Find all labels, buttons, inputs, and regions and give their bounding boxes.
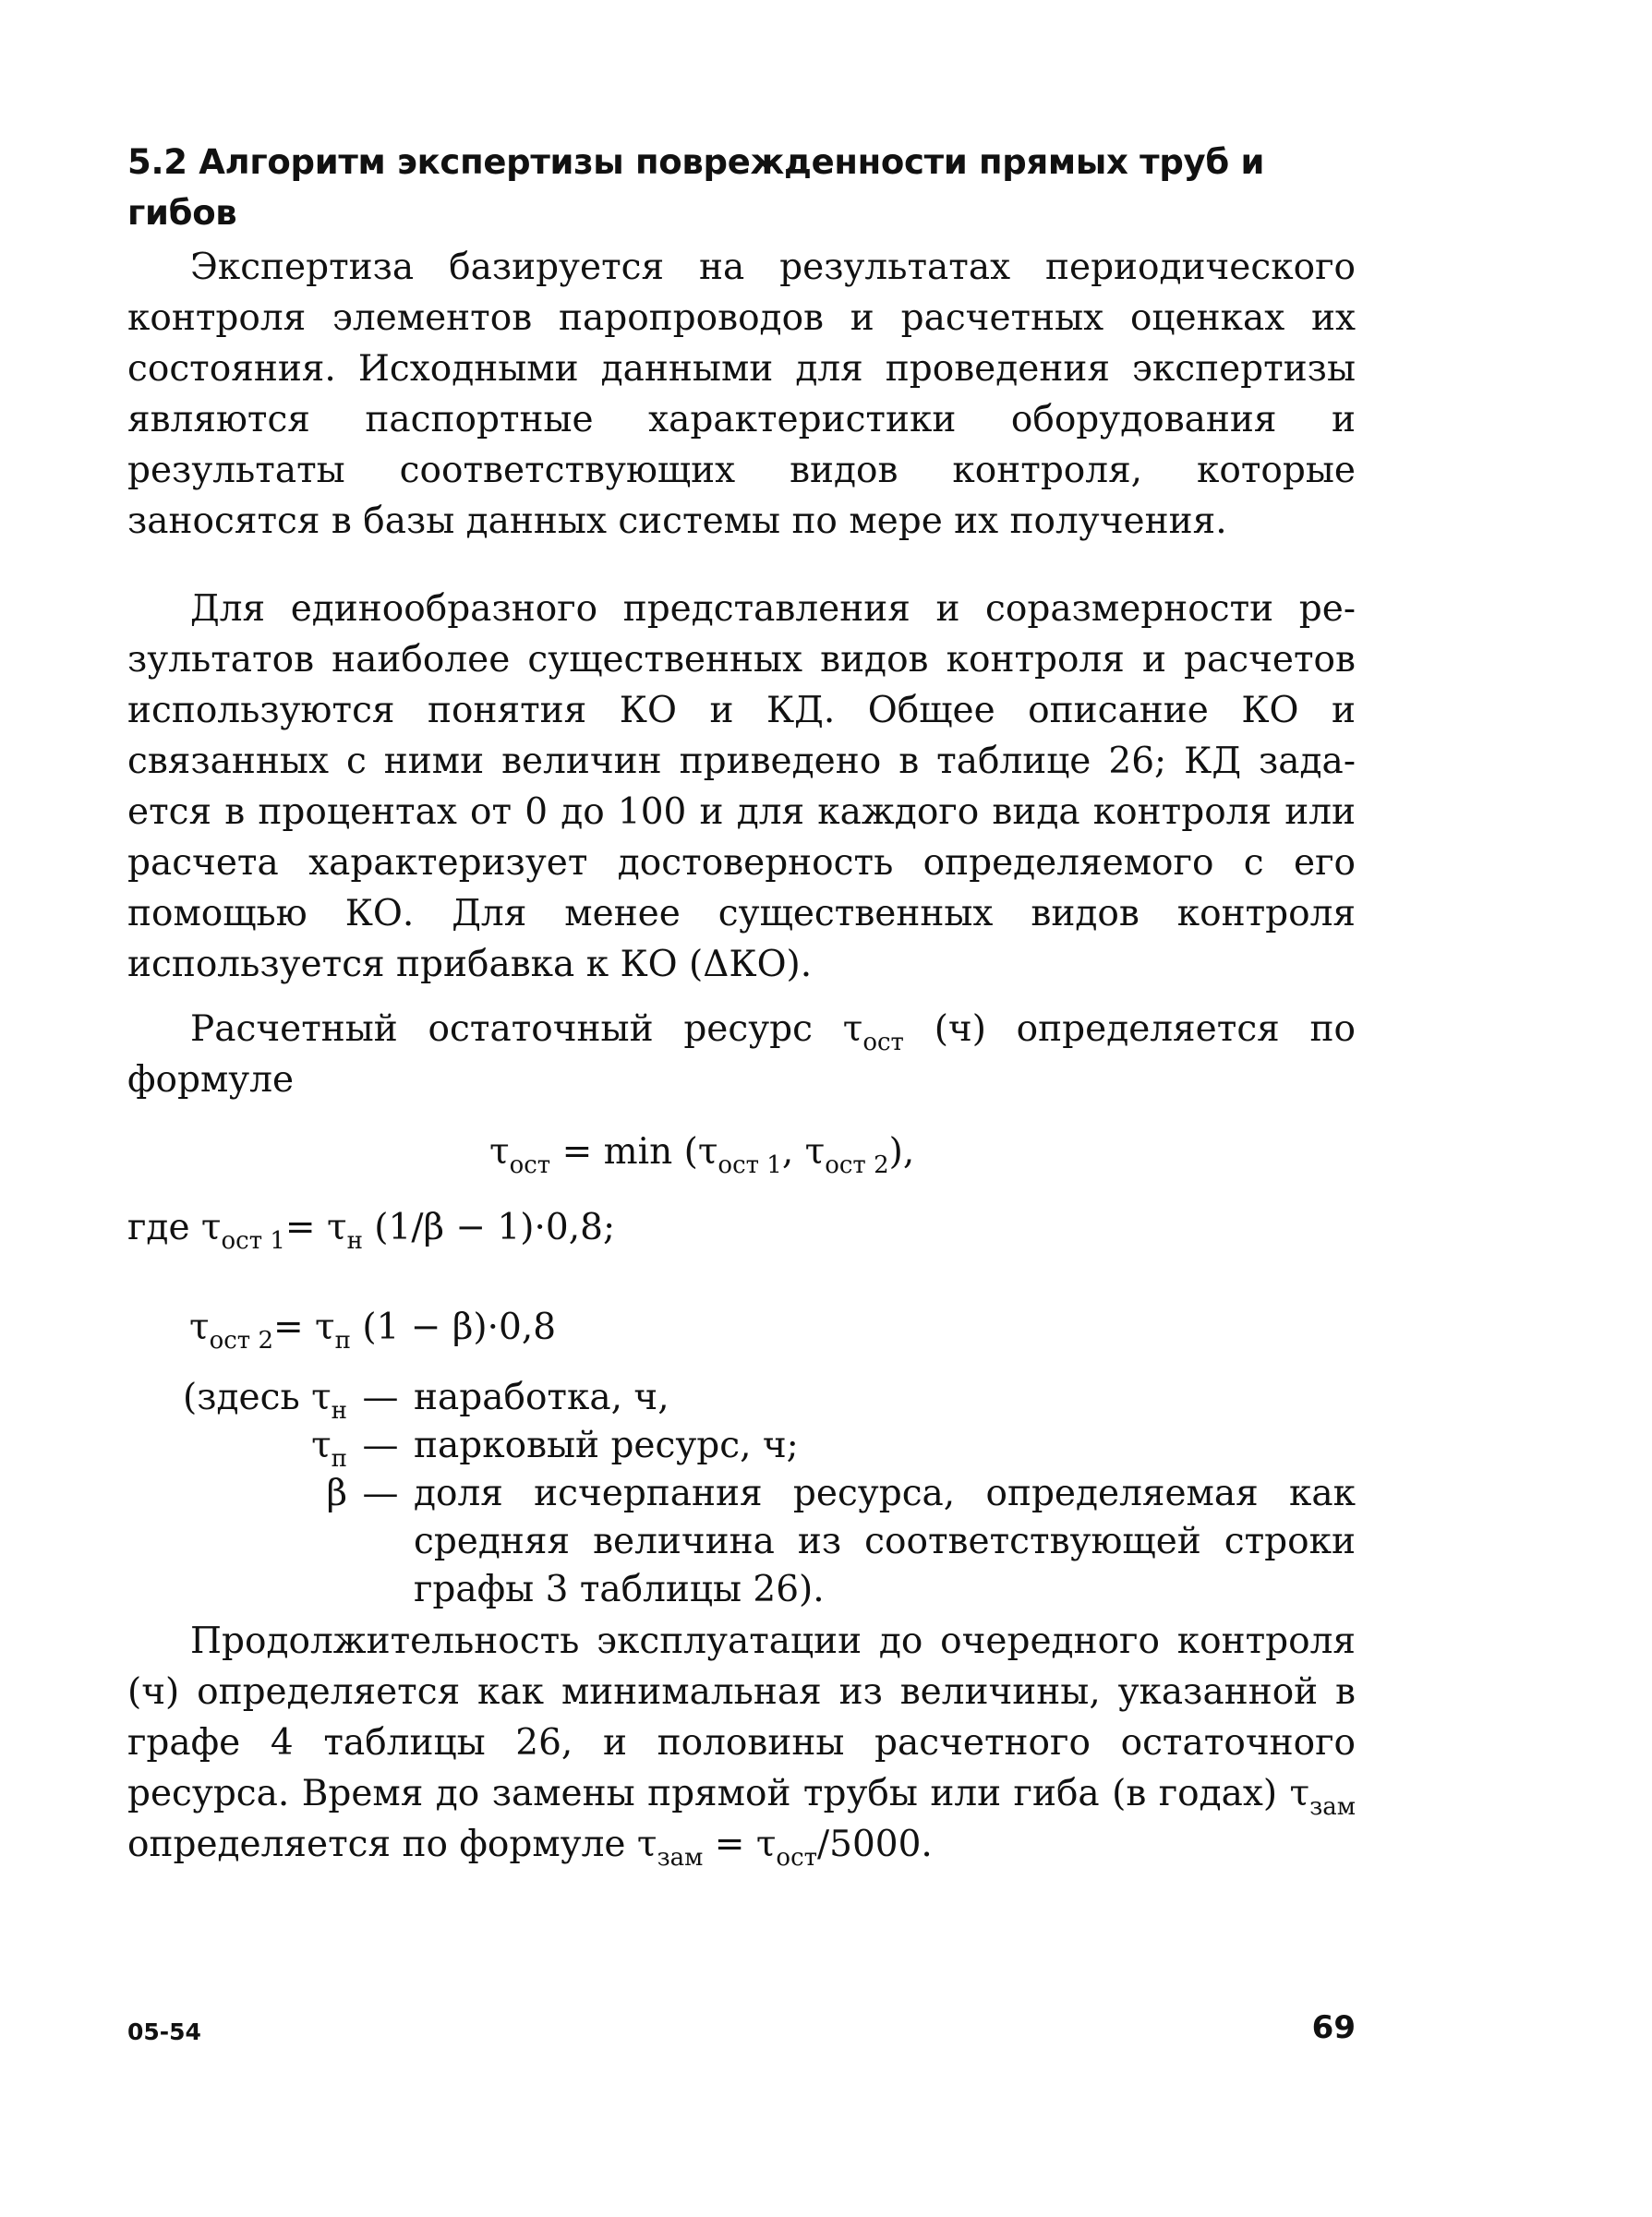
variable-legend bbox=[127, 1374, 1356, 1614]
paragraph-2 bbox=[127, 584, 1356, 990]
footer-code: 05-54 bbox=[127, 2018, 201, 2045]
legend-item: β — доля исчерпания ресурса, определяемая как средняя величина из соответствующей строки графы 3 таблицы 26). bbox=[326, 1473, 1356, 1610]
section-title: 5.2 Алгоритм экспертизы поврежденности прямых труб и гибов bbox=[127, 142, 1265, 233]
paragraph-1 bbox=[127, 242, 1356, 547]
paragraph-4: Продолжительность эксплуатации до очередного контроля (ч) определяется как минимальная из величины, указанной в графе 4 таблицы 26, и половины расчетного остаточного ресурса. Время до замены прямой трубы или гиба (в годах) $\tau_{зам}$ определяется по формуле $\tau_{зам} = \tau_{ост}/5000$. bbox=[127, 1621, 1356, 1872]
formula-tau-2: $\tau_{ост 2}= \tau_п$ (1 − β)·0,8 bbox=[189, 1307, 557, 1355]
paragraph-3 bbox=[127, 1004, 1356, 1105]
paragraph-text: Продолжительность эксплуатации до очередного контроля (ч) определяется как минимальная из величины, указанной в графе 4 таблицы 26, и половины расчетного остаточного ресурса. Время до замены прямой трубы или гиба (в годах) τ bbox=[127, 1621, 1356, 1814]
page-number: 69 bbox=[1311, 2009, 1356, 2046]
legend-item: (здесь $\tau_н$ — наработка, ч, bbox=[183, 1377, 669, 1425]
paragraph-text: Для единообразного представления и соразмерности результатов наиболее существенных видов контроля и расчетов используются понятия КО и КД. Общее описание КО и связанных с ними величин приведено в таблице 26; КД задается в процентах от 0 до 100 и для каждого вида контроля или расчета характеризует достоверность определяемого с его помощью КО. Для менее существенных видов контроля используется прибавка к КО (ΔКО). bbox=[127, 588, 1356, 985]
paragraph-text: Экспертиза базируется на результатах периодического контроля элементов паропроводов и расчетных оценках их состояния. Исходными данными для проведения экспертизы являются паспортные характеристики оборудования и результаты соответствующих видов контроля, которые заносятся в базы данных системы по мере их получения. bbox=[127, 247, 1356, 542]
paragraph-text: (ч) определяется по формуле bbox=[127, 1008, 1356, 1101]
legend-item: $\tau_п$ — парковый ресурс, ч; bbox=[311, 1425, 799, 1473]
formula-tau-1: где $\tau_{ост 1}= \tau_н$ (1/β − 1)·0,8; bbox=[127, 1207, 616, 1255]
paragraph-text: Расчетный остаточный ресурс τ bbox=[190, 1008, 863, 1050]
formula-main: $\tau_{ост} = \min (\tau_{ост 1}$, $\tau_{ост 2}$), bbox=[489, 1131, 915, 1179]
subscript: ост bbox=[862, 1029, 904, 1056]
